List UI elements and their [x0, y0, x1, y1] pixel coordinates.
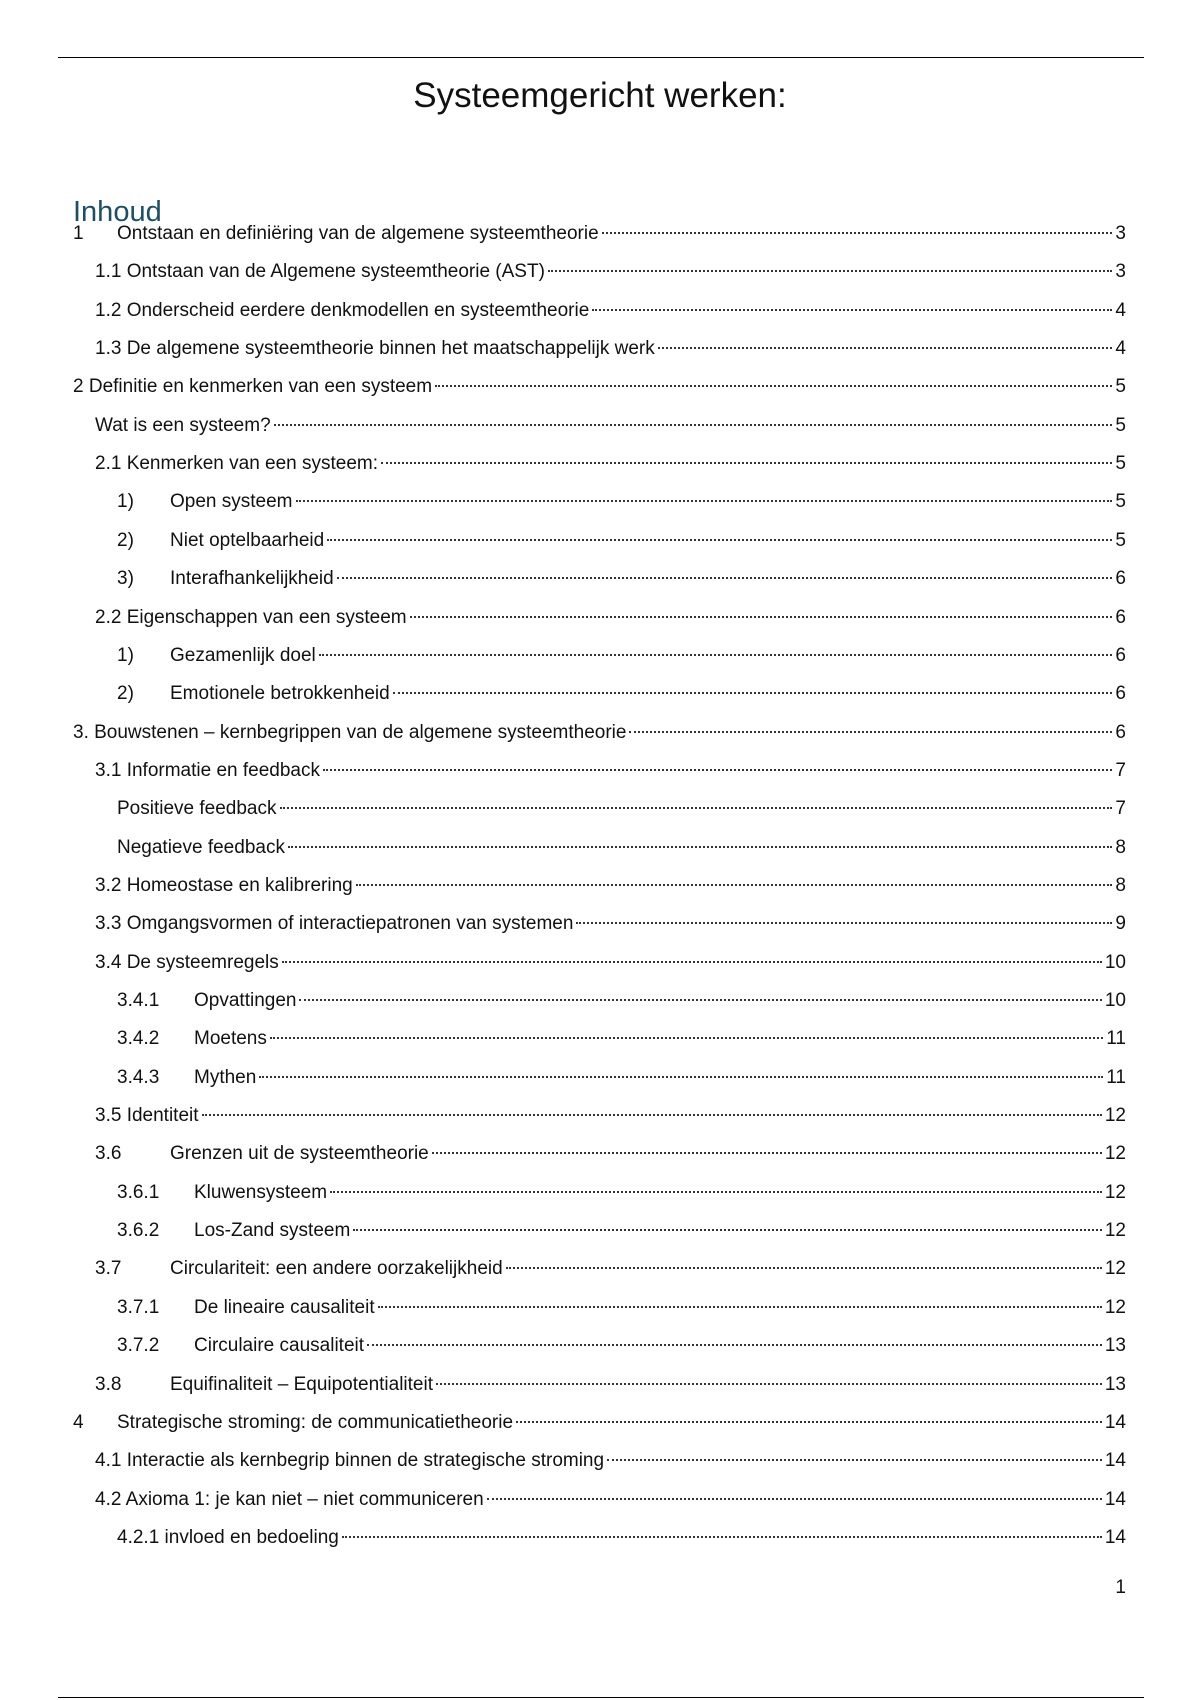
toc-entry-title: Equifinaliteit – Equipotentialiteit: [170, 1373, 434, 1395]
toc-entry[interactable]: [117, 833, 1126, 863]
toc-entry-title: 1.2 Onderscheid eerdere denkmodellen en systeemtheorie: [95, 299, 590, 321]
toc-entry[interactable]: [117, 1216, 1126, 1246]
toc-entry-number: 2): [117, 683, 134, 705]
toc-entry[interactable]: [117, 986, 1126, 1016]
toc-dot-leader: [607, 1459, 1102, 1461]
toc-entry-title: 4.2 Axioma 1: je kan niet – niet communiceren: [95, 1488, 484, 1510]
toc-entry-page: 5: [1115, 491, 1126, 513]
toc-entry-title: Niet optelbaarheid: [170, 529, 325, 551]
toc-entry-number: 3.7.1: [117, 1296, 160, 1318]
toc-entry-title: Gezamenlijk doel: [170, 644, 316, 666]
toc-dot-leader: [548, 270, 1113, 272]
toc-entry-title: 3. Bouwstenen – kernbegrippen van de algemene systeemtheorie: [73, 721, 627, 743]
toc-entry-title: 2.2 Eigenschappen van een systeem: [95, 606, 407, 628]
toc-entry-page: 6: [1115, 721, 1126, 743]
toc-entry-title: Circulaire causaliteit: [194, 1335, 365, 1357]
toc-entry-number: 3.4.2: [117, 1028, 160, 1050]
toc-entry-number: 4: [73, 1411, 84, 1433]
toc-dot-leader: [516, 1421, 1102, 1423]
toc-entry-title: 3.4 De systeemregels: [95, 951, 279, 973]
toc-entry-page: 12: [1104, 1220, 1126, 1242]
toc-entry-title: 3.2 Homeostase en kalibrering: [95, 874, 353, 896]
toc-dot-leader: [592, 309, 1112, 311]
toc-dot-leader: [356, 884, 1113, 886]
toc-dot-leader: [576, 922, 1112, 924]
toc-entry-page: 6: [1115, 683, 1126, 705]
toc-dot-leader: [323, 769, 1112, 771]
toc-entry-page: 10: [1104, 990, 1126, 1011]
toc-entry-page: 8: [1115, 874, 1126, 896]
toc-entry-title: Grenzen uit de systeemtheorie: [170, 1143, 429, 1165]
toc-entry-title: 2.1 Kenmerken van een systeem:: [95, 453, 379, 475]
toc-dot-leader: [381, 462, 1112, 464]
toc-entry-page: 12: [1104, 1258, 1126, 1280]
toc-entry-page: 6: [1115, 606, 1126, 628]
toc-entry[interactable]: [95, 411, 1126, 441]
toc-entry[interactable]: [95, 1485, 1126, 1515]
toc-dot-leader: [327, 539, 1112, 541]
toc-entry[interactable]: [95, 1101, 1126, 1131]
toc-entry[interactable]: [73, 718, 1126, 748]
toc-entry-page: 5: [1115, 414, 1126, 436]
toc-entry-number: 2): [117, 529, 134, 551]
toc-entry[interactable]: [95, 909, 1126, 939]
toc-dot-leader: [274, 424, 1113, 426]
toc-dot-leader: [506, 1267, 1102, 1269]
toc-entry-title: 2 Definitie en kenmerken van een systeem: [73, 376, 433, 398]
toc-entry[interactable]: [73, 1408, 1126, 1438]
toc-entry-number: 3.4.3: [117, 1066, 160, 1088]
toc-dot-leader: [629, 731, 1112, 733]
toc-dot-leader: [282, 961, 1102, 963]
document-title: Systeemgericht werken:: [413, 76, 787, 115]
toc-entry[interactable]: [95, 334, 1126, 364]
toc-entry-page: 14: [1104, 1526, 1126, 1548]
toc-dot-leader: [353, 1229, 1102, 1231]
toc-entry[interactable]: [117, 1063, 1126, 1093]
toc-entry-page: 12: [1104, 1105, 1126, 1127]
toc-entry[interactable]: [117, 526, 1126, 556]
toc-entry-number: 3.6: [95, 1143, 122, 1165]
toc-entry[interactable]: [117, 1331, 1126, 1361]
toc-entry[interactable]: [95, 257, 1126, 287]
toc-dot-leader: [602, 232, 1113, 234]
toc-entry-title: Kluwensysteem: [194, 1181, 328, 1203]
toc-entry-title: Ontstaan en definiëring van de algemene systeemtheorie: [117, 223, 599, 244]
toc-entry-page: 4: [1115, 338, 1126, 360]
toc-dot-leader: [319, 654, 1113, 656]
toc-entry-page: 6: [1115, 644, 1126, 666]
toc-entry-title: Mythen: [194, 1066, 257, 1088]
toc-entry-page: 8: [1115, 836, 1126, 858]
toc-entry-title: Negatieve feedback: [117, 836, 285, 858]
toc-entry[interactable]: [95, 1446, 1126, 1476]
toc-dot-leader: [202, 1114, 1102, 1116]
toc-entry-page: 14: [1104, 1450, 1126, 1472]
toc-entry-title: Moetens: [194, 1028, 267, 1050]
toc-entry[interactable]: [117, 1293, 1126, 1323]
toc-entry[interactable]: [117, 641, 1126, 671]
toc-entry-page: 13: [1104, 1373, 1126, 1395]
toc-dot-leader: [280, 807, 1113, 809]
toc-entry-page: 9: [1115, 913, 1126, 935]
toc-entry-title: Wat is een systeem?: [95, 414, 271, 436]
toc-entry[interactable]: [73, 219, 1126, 249]
toc-entry-title: Emotionele betrokkenheid: [170, 683, 390, 705]
toc-entry-page: 5: [1115, 376, 1126, 398]
toc-dot-leader: [436, 1383, 1102, 1385]
toc-entry-title: Circulariteit: een andere oorzakelijkheid: [170, 1258, 503, 1280]
toc-entry-number: 1: [73, 223, 84, 244]
toc-entry-page: 4: [1115, 299, 1126, 321]
toc-entry-title: Interafhankelijkheid: [170, 568, 334, 590]
toc-entry[interactable]: [117, 1523, 1126, 1553]
toc-entry[interactable]: [95, 296, 1126, 326]
toc-dot-leader: [259, 1076, 1103, 1078]
toc-entry-page: 3: [1115, 223, 1126, 244]
toc-entry-title: 4.2.1 invloed en bedoeling: [117, 1526, 339, 1548]
toc-dot-leader: [270, 1037, 1103, 1039]
top-rule: [58, 57, 1144, 58]
toc-entry-page: 3: [1115, 261, 1126, 283]
toc-dot-leader: [288, 846, 1112, 848]
toc-entry-title: 1.1 Ontstaan van de Algemene systeemtheorie (AST): [95, 261, 545, 283]
toc-entry[interactable]: [95, 871, 1126, 901]
toc-entry-number: 1): [117, 644, 134, 666]
toc-dot-leader: [299, 999, 1101, 1001]
toc-entry-page: 11: [1106, 1066, 1126, 1088]
toc-entry-title: 3.5 Identiteit: [95, 1105, 199, 1127]
toc-entry-page: 5: [1115, 453, 1126, 475]
toc-dot-leader: [337, 577, 1113, 579]
toc-entry[interactable]: [95, 948, 1126, 978]
toc-entry-number: 3.6.2: [117, 1220, 160, 1242]
toc-dot-leader: [393, 692, 1113, 694]
toc-entry-page: 12: [1104, 1296, 1126, 1318]
toc-entry[interactable]: [117, 1024, 1126, 1054]
toc-entry-page: 13: [1104, 1335, 1126, 1357]
toc-entry-number: 3.6.1: [117, 1181, 160, 1203]
toc-entry-number: 3.4.1: [117, 990, 160, 1011]
toc-entry[interactable]: [95, 1139, 1126, 1169]
toc-entry-number: 3): [117, 568, 134, 590]
toc-entry[interactable]: [117, 794, 1126, 824]
toc-entry-page: 12: [1104, 1181, 1126, 1203]
toc-entry-title: 3.1 Informatie en feedback: [95, 759, 320, 781]
toc-dot-leader: [432, 1152, 1102, 1154]
toc-dot-leader: [296, 500, 1113, 502]
toc-entry[interactable]: [117, 1178, 1126, 1208]
toc-entry-page: 6: [1115, 568, 1126, 590]
toc-entry-title: De lineaire causaliteit: [194, 1296, 375, 1318]
toc-entry[interactable]: [73, 372, 1126, 402]
toc-entry-page: 7: [1115, 759, 1126, 781]
toc-dot-leader: [658, 347, 1113, 349]
toc-entry-title: 3.3 Omgangsvormen of interactiepatronen van systemen: [95, 913, 574, 935]
toc-entry-page: 14: [1104, 1488, 1126, 1510]
toc-entry[interactable]: [117, 487, 1126, 517]
toc-dot-leader: [435, 385, 1112, 387]
page-number: 1: [1115, 1577, 1126, 1598]
toc-entry-title: Los-Zand systeem: [194, 1220, 351, 1242]
toc-dot-leader: [330, 1191, 1102, 1193]
toc-entry[interactable]: [117, 564, 1126, 594]
toc-entry-page: 12: [1104, 1143, 1126, 1165]
toc-entry[interactable]: [95, 603, 1126, 633]
toc-entry-number: 3.8: [95, 1373, 122, 1395]
bottom-rule: [58, 1697, 1144, 1698]
toc-entry[interactable]: [95, 756, 1126, 786]
toc-entry-title: 4.1 Interactie als kernbegrip binnen de strategische stroming: [95, 1450, 605, 1472]
toc-entry-page: 5: [1115, 529, 1126, 551]
toc-dot-leader: [378, 1306, 1102, 1308]
toc-dot-leader: [342, 1536, 1102, 1538]
toc-entry-title: Positieve feedback: [117, 798, 277, 820]
toc-entry-title: Open systeem: [170, 491, 293, 513]
toc-entry-page: 11: [1106, 1028, 1126, 1050]
toc-entry-number: 3.7: [95, 1258, 122, 1280]
toc-entry[interactable]: [95, 1254, 1126, 1284]
toc-dot-leader: [410, 616, 1113, 618]
toc-entry-page: 7: [1115, 798, 1126, 820]
toc-entry-title: Strategische stroming: de communicatietheorie: [117, 1411, 514, 1433]
toc-entry-title: Opvattingen: [194, 990, 297, 1011]
toc-entry-page: 14: [1104, 1411, 1126, 1433]
toc-entry-number: 1): [117, 491, 134, 513]
toc-dot-leader: [367, 1344, 1102, 1346]
toc-entry[interactable]: [117, 679, 1126, 709]
toc-entry-title: 1.3 De algemene systeemtheorie binnen het maatschappelijk werk: [95, 338, 655, 360]
toc-heading: Inhoud: [73, 196, 162, 228]
toc-entry[interactable]: [95, 449, 1126, 479]
toc-dot-leader: [487, 1498, 1102, 1500]
toc-entry-page: 10: [1104, 951, 1126, 973]
toc-entry-number: 3.7.2: [117, 1335, 160, 1357]
toc-entry[interactable]: [95, 1370, 1126, 1400]
